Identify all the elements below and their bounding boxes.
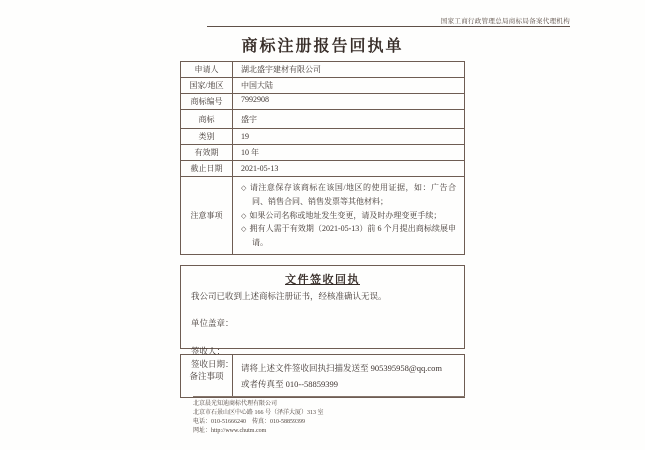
notes-row <box>181 177 465 255</box>
note-item <box>241 209 456 223</box>
stamp-label: 单位盖章： <box>191 317 234 328</box>
footer-website: 网址：http://www.chutm.com <box>193 428 267 434</box>
remarks-line-2: 或者传真至 010--58859399 <box>241 378 339 389</box>
row-label: 国家/地区 <box>181 78 233 94</box>
table-row <box>181 110 465 129</box>
row-value: 湖北盛宇建材有限公司 <box>233 62 465 78</box>
remarks-cell <box>233 354 465 397</box>
table-row <box>181 94 465 110</box>
row-value: 7992908 <box>233 94 465 110</box>
row-value: 盛宇 <box>233 110 465 129</box>
page-title: 商标注册报告回执单 <box>241 38 404 55</box>
table-row <box>181 129 465 145</box>
row-value: 19 <box>233 129 465 145</box>
table-row <box>181 145 465 161</box>
footer <box>193 396 465 436</box>
note-item <box>241 222 456 250</box>
table-row <box>181 161 465 177</box>
table-row <box>181 78 465 94</box>
diamond-bullet-icon: ◇ <box>241 211 247 220</box>
diamond-bullet-icon: ◇ <box>241 184 247 192</box>
note-text: 请注意保存该商标在该国/地区的使用证据，如：广告合同、销售合同、销售发票等其他材料； <box>249 183 456 206</box>
row-value: 10 年 <box>233 145 465 161</box>
note-item <box>241 181 456 209</box>
remarks-label: 备注事项 <box>181 354 233 397</box>
note-text: 拥有人需于有效期（2021-05-13）前 6 个月提出商标续展申请。 <box>249 224 457 247</box>
row-value: 2021-05-13 <box>233 161 465 177</box>
notes-cell <box>233 177 465 255</box>
row-value: 中国大陆 <box>233 78 465 94</box>
diamond-bullet-icon: ◇ <box>241 225 247 234</box>
table-row <box>181 62 465 78</box>
row-label: 类别 <box>181 129 233 145</box>
row-label: 商标 <box>181 110 233 129</box>
remarks-line-1: 请将上述文件签收回执扫描发送至 905395958@qq.com <box>241 362 442 373</box>
row-label: 截止日期 <box>181 161 233 177</box>
note-text: 如果公司名称或地址发生变更，请及时办理变更手续； <box>249 210 442 220</box>
footer-phone-fax: 电话：010-51666240 传真：010-58859399 <box>193 419 305 425</box>
receipt-statement: 我公司已收到上述商标注册证书，经核准确认无误。 <box>191 290 387 301</box>
receipt-title: 文件签收回执 <box>285 273 360 286</box>
footer-company: 北京晨光知迪商标代理有限公司 <box>193 401 278 407</box>
header-rule <box>207 26 570 27</box>
notes-label: 注意事项 <box>181 177 233 255</box>
info-table <box>180 61 465 255</box>
footer-address: 北京市石景山区中心路 166 号（泽洋大厦）313 室 <box>193 410 324 416</box>
row-label: 商标编号 <box>181 94 233 110</box>
signer-label: 签收人： <box>191 345 226 356</box>
content-column <box>180 61 465 398</box>
sign-date-label: 签收日期： <box>191 358 234 369</box>
agency-header: 国家工商行政管理总局商标局备案代理机构 <box>440 18 570 25</box>
row-label: 申请人 <box>181 62 233 78</box>
row-label: 有效期 <box>181 145 233 161</box>
